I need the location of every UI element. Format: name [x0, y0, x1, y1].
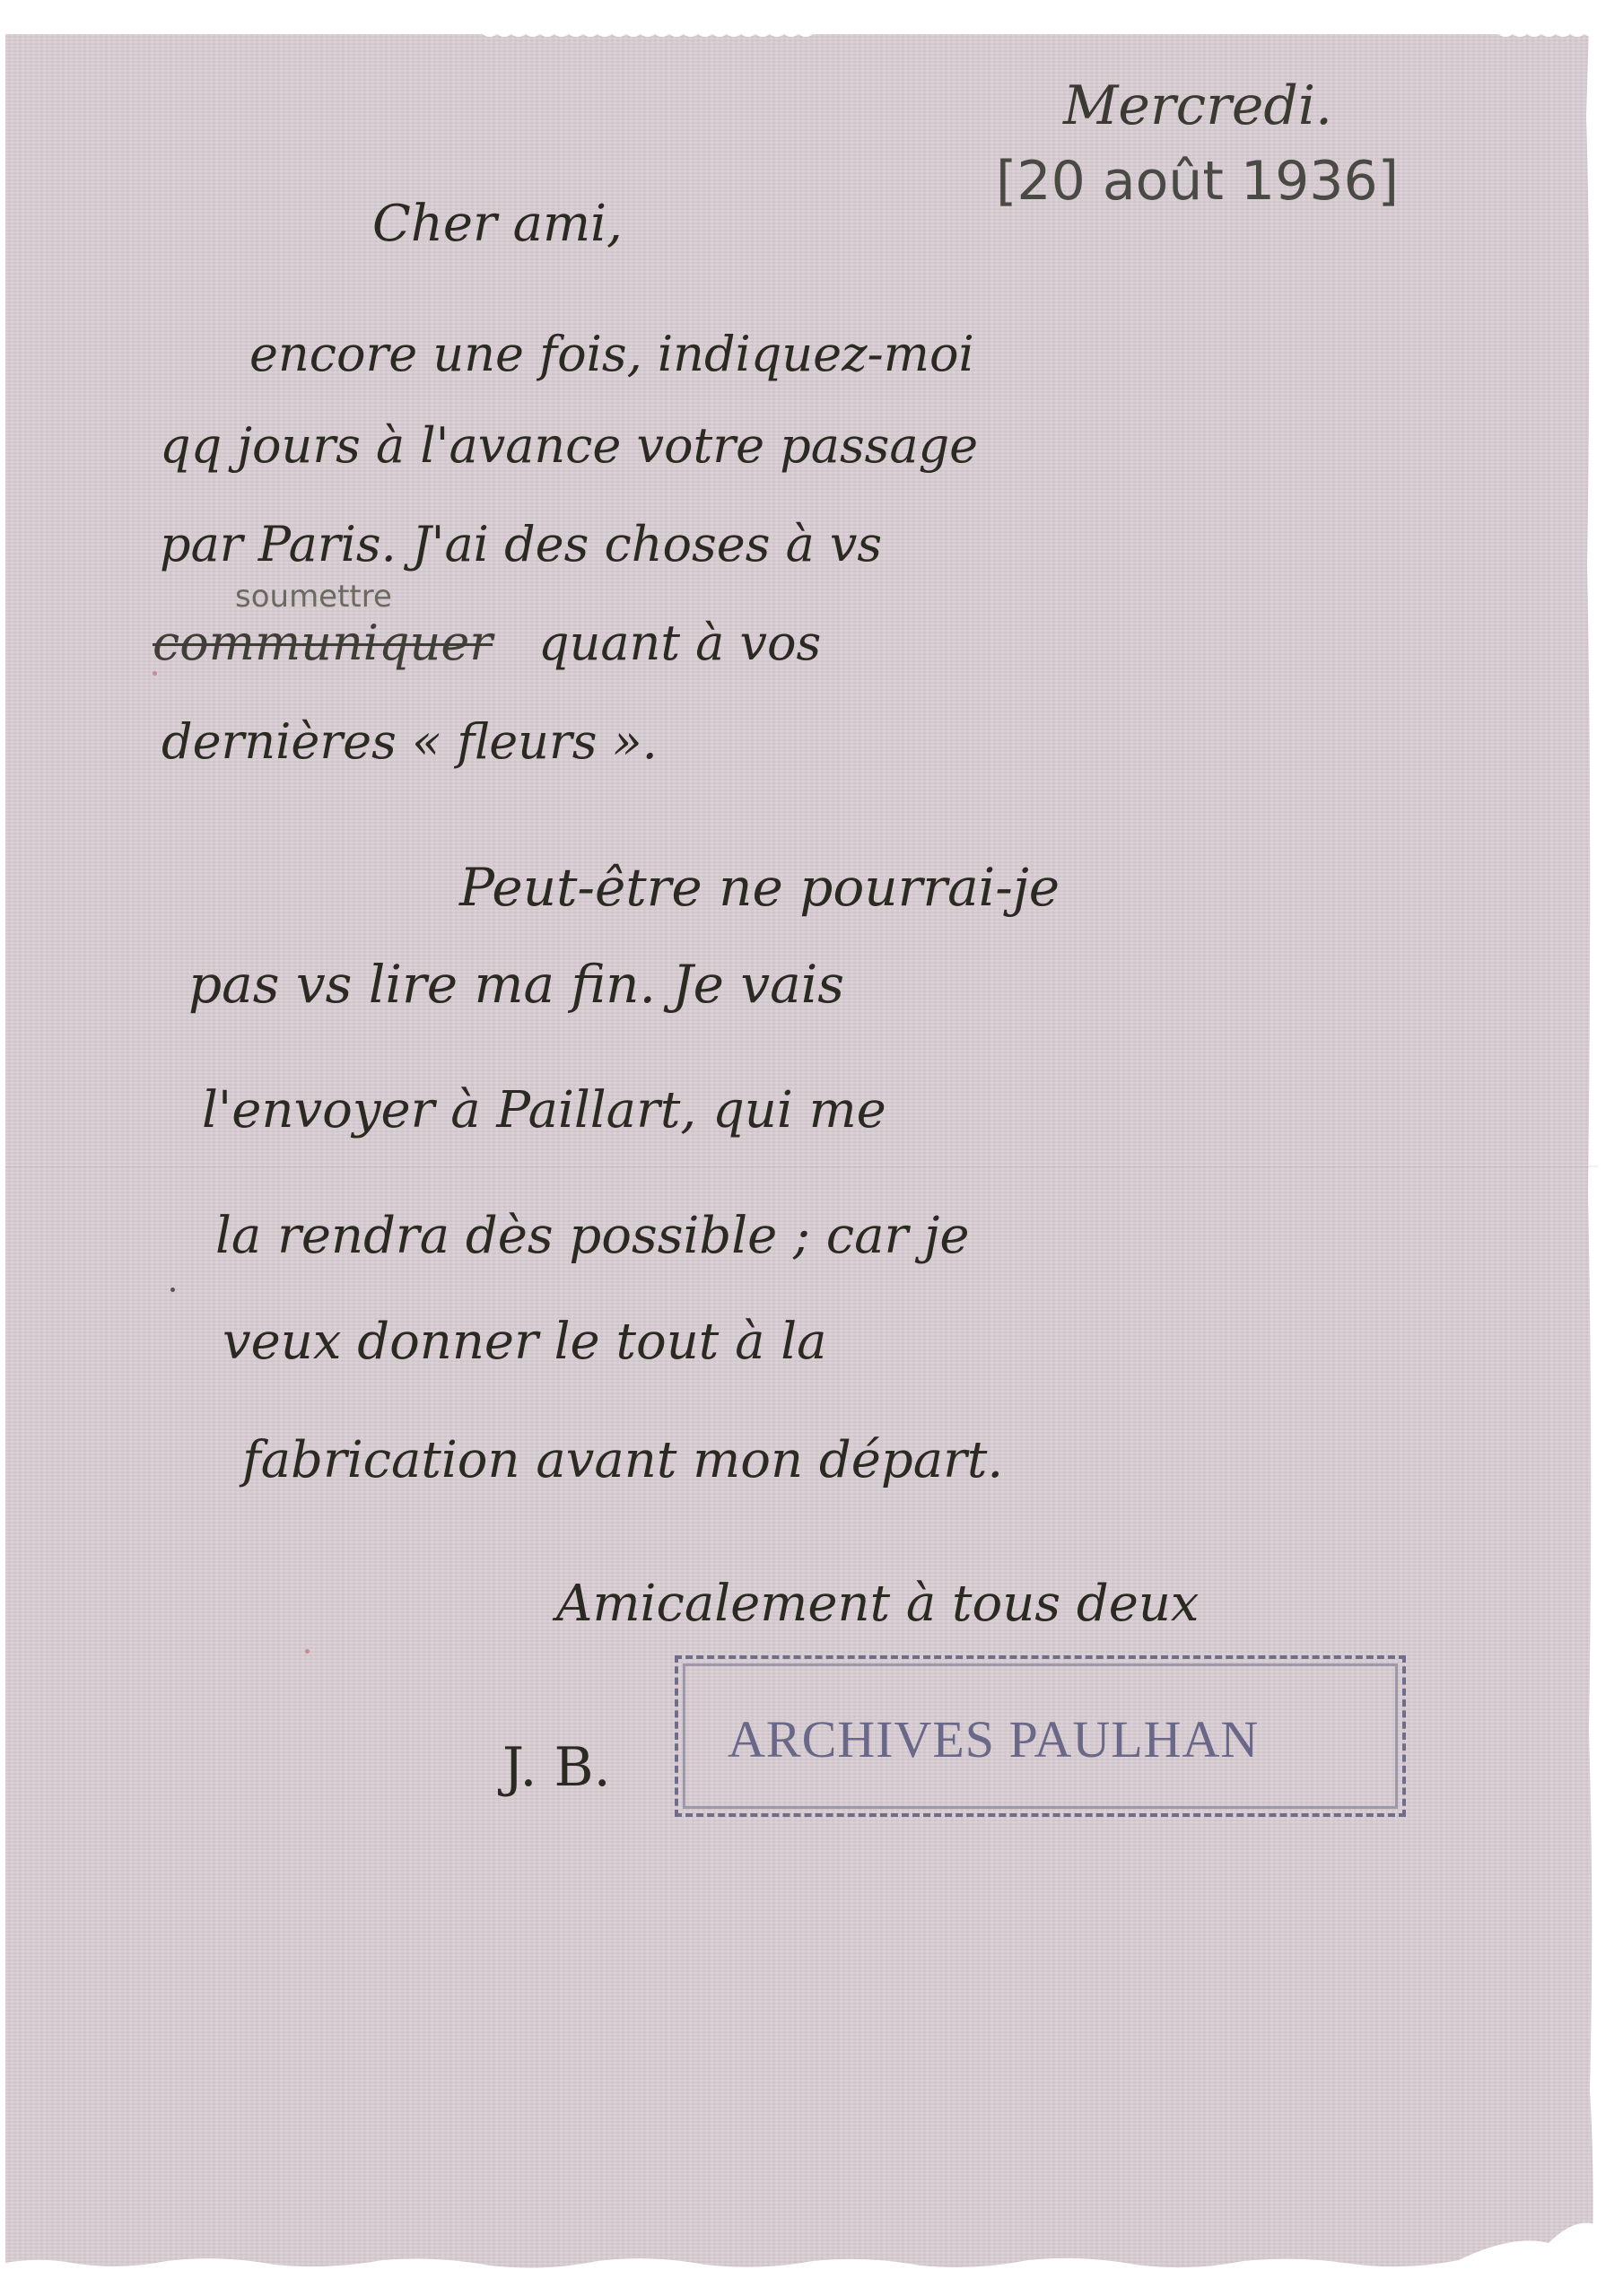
paragraph2-line6: fabrication avant mon départ. — [242, 1431, 1004, 1489]
paragraph2-line4: la rendra dès possible ; car je — [215, 1207, 970, 1265]
date-bracketed: [20 août 1936] — [996, 150, 1400, 213]
struck-word: communiquer — [153, 615, 493, 671]
paragraph2-line2: pas vs lire ma fin. Je vais — [188, 954, 845, 1015]
salutation: Cher ami, — [372, 195, 623, 253]
signature: J. B. — [502, 1736, 611, 1799]
paragraph2-line3: l'envoyer à Paillart, qui me — [202, 1081, 886, 1139]
date-day: Mercredi. — [1063, 74, 1333, 137]
closing: Amicalement à tous deux — [556, 1575, 1200, 1633]
paragraph2-line5: veux donner le tout à la — [223, 1313, 827, 1371]
archive-stamp — [675, 1655, 1406, 1817]
paragraph1-line4: quant à vos — [538, 615, 822, 671]
paragraph1-line3: par Paris. J'ai des choses à vs — [160, 516, 883, 572]
paragraph1-line2: qq jours à l'avance votre passage — [160, 417, 979, 474]
paragraph1-line1: encore une fois, indiquez-moi — [249, 326, 974, 382]
ink-speck — [170, 1288, 175, 1292]
paragraph2-line1: Peut-être ne pourrai-je — [459, 857, 1060, 918]
archive-stamp-text: ARCHIVES PAULHAN — [728, 1710, 1260, 1768]
ink-speck — [153, 671, 157, 676]
paragraph1-line5: dernières « fleurs ». — [161, 713, 658, 770]
correction-insert: soumettre — [235, 579, 392, 615]
paper-fold-line — [5, 1165, 1598, 1167]
ink-speck — [305, 1649, 310, 1654]
